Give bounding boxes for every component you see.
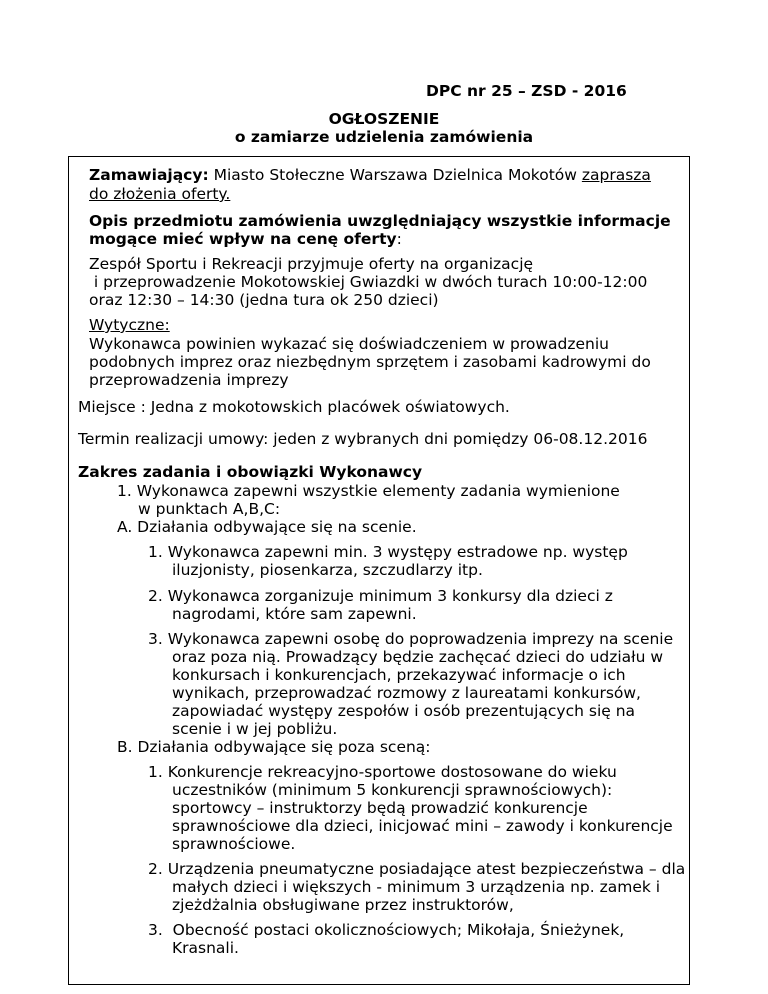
section-b-item: 3. Obecność postaci okolicznościowych; Mikołaja, Śnieżynek, <box>148 921 625 939</box>
zakres-heading: Zakres zadania i obowiązki Wykonawcy <box>78 463 423 481</box>
zamawiajacy-link-line-2[interactable]: do złożenia oferty. <box>89 185 231 203</box>
opis-heading-colon: : <box>396 230 402 248</box>
section-b-item-cont: sportowcy – instruktorzy będą prowadzić konkurencje <box>172 799 588 817</box>
section-a-item: 3. Wykonawca zapewni osobę do poprowadzenia imprezy na scenie <box>148 630 674 648</box>
section-b-item: 1. Konkurencje rekreacyjno-sportowe dostosowane do wieku <box>148 763 617 781</box>
opis-heading-1: Opis przedmiotu zamówienia uwzględniający wszystkie informacje <box>89 212 671 230</box>
section-b-title: B. Działania odbywające się poza sceną: <box>117 738 431 756</box>
opis-line: i przeprowadzenie Mokotowskiej Gwiazdki w dwóch turach 10:00-12:00 <box>89 273 648 291</box>
section-b-item: 2. Urządzenia pneumatyczne posiadające atest bezpieczeństwa – dla <box>148 860 686 878</box>
opis-heading-2-text: mogące mieć wpływ na cenę oferty <box>89 230 397 248</box>
opis-heading-2 <box>89 230 402 248</box>
section-a-title: A. Działania odbywające się na scenie. <box>117 518 417 536</box>
section-b-item-cont: sprawnościowe. <box>172 835 296 853</box>
miejsce-line: Miejsce : Jedna z mokotowskich placówek oświatowych. <box>78 398 510 416</box>
section-a-item-cont: oraz poza nią. Prowadzący będzie zachęcać dzieci do udziału w <box>172 648 664 666</box>
section-a-item-cont: iluzjonisty, piosenkarza, szczudlarzy itp. <box>172 561 483 579</box>
wytyczne-line: przeprowadzenia imprezy <box>89 371 289 389</box>
zakres-item-1-cont: w punktach A,B,C: <box>138 500 281 518</box>
section-b-item-cont: sprawnościowe dla dzieci, inicjować mini – zawody i konkurencje <box>172 817 673 835</box>
opis-line: oraz 12:30 – 14:30 (jedna tura ok 250 dzieci) <box>89 291 439 309</box>
section-a-item-cont: wynikach, przeprowadzać rozmowy z laureatami konkursów, <box>172 684 641 702</box>
zamawiajacy-line-1 <box>89 166 651 184</box>
section-b-item-cont: zjeżdżalnia obsługiwane przez instruktorów, <box>172 896 514 914</box>
section-a-item-cont: scenie i w jej pobliżu. <box>172 720 338 738</box>
section-b-item-cont: uczestników (minimum 5 konkurencji sprawnościowych): <box>172 781 613 799</box>
section-a-item-cont: konkursach i konkurencjach, przekazywać informacje o ich <box>172 666 626 684</box>
zamawiajacy-text: Miasto Stołeczne Warszawa Dzielnica Mokotów <box>208 166 582 184</box>
section-b-item-cont: Krasnali. <box>172 939 239 957</box>
section-a-item: 2. Wykonawca zorganizuje minimum 3 konkursy dla dzieci z <box>148 587 613 605</box>
wytyczne-line: podobnych imprez oraz niezbędnym sprzętem i zasobami kadrowymi do <box>89 353 651 371</box>
section-a-item: 1. Wykonawca zapewni min. 3 występy estradowe np. występ <box>148 543 628 561</box>
document-title: OGŁOSZENIE <box>328 110 440 128</box>
termin-line: Termin realizacji umowy: jeden z wybranych dni pomiędzy 06-08.12.2016 <box>78 430 648 448</box>
document-number: DPC nr 25 – ZSD - 2016 <box>426 82 627 100</box>
section-b-item-cont: małych dzieci i większych - minimum 3 urządzenia np. zamek i <box>172 878 661 896</box>
zaprasza-link[interactable]: zaprasza <box>581 166 651 184</box>
zakres-item-1: 1. Wykonawca zapewni wszystkie elementy zadania wymienione <box>117 482 620 500</box>
section-a-item-cont: nagrodami, które sam zapewni. <box>172 605 417 623</box>
section-a-item-cont: zapowiadać występy zespołów i osób prezentujących się na <box>172 702 636 720</box>
opis-line: Zespół Sportu i Rekreacji przyjmuje oferty na organizację <box>89 255 534 273</box>
zamawiajacy-label: Zamawiający: <box>89 166 209 184</box>
wytyczne-line: Wykonawca powinien wykazać się doświadczeniem w prowadzeniu <box>89 335 609 353</box>
wytyczne-label: Wytyczne: <box>89 316 170 334</box>
document-subtitle: o zamiarze udzielenia zamówienia <box>234 128 534 146</box>
